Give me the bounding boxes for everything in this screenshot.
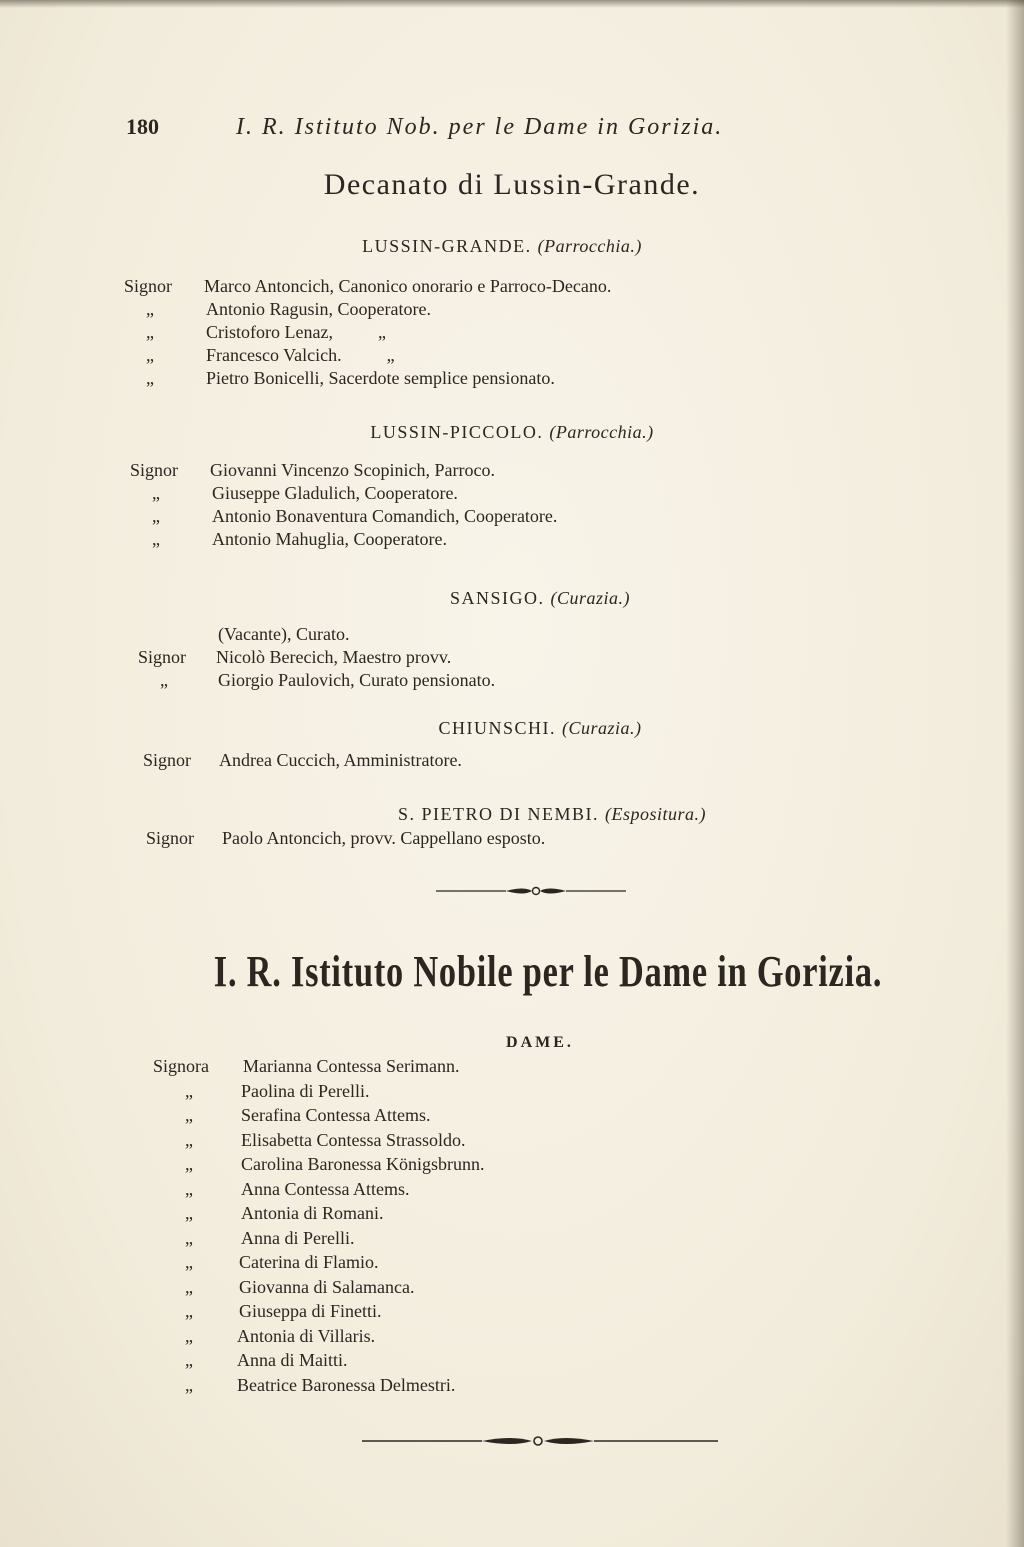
list-item <box>153 1326 873 1351</box>
entry-prefix: „ <box>160 670 168 690</box>
list-item <box>146 828 866 851</box>
list-item <box>124 299 844 322</box>
parish-entries <box>138 624 858 693</box>
page-top-shadow <box>0 0 1024 8</box>
entry-text: Carolina Baronessa Königsbrunn. <box>241 1154 485 1174</box>
entry-prefix: „ <box>152 483 160 503</box>
running-title: I. R. Istituto Nob. per le Dame in Gorizia. <box>236 114 724 140</box>
parish-heading <box>28 718 1024 739</box>
list-item <box>153 1228 873 1253</box>
entry-prefix: „ <box>185 1276 193 1297</box>
entry-prefix: „ <box>146 345 154 365</box>
list-item <box>130 529 850 552</box>
entry-prefix: Signor <box>130 460 179 480</box>
entry-text: Giuseppa di Finetti. <box>239 1301 382 1321</box>
entry-prefix: „ <box>185 1129 193 1150</box>
parish-type: (Parrocchia.) <box>549 422 654 442</box>
parish-entries <box>124 276 844 391</box>
entry-text: (Vacante), Curato. <box>218 624 350 644</box>
entry-text: Giovanna di Salamanca. <box>239 1276 415 1297</box>
entry-text: Beatrice Baronessa Delmestri. <box>237 1374 456 1395</box>
entry-text: Francesco Valcich. „ <box>206 345 395 365</box>
entry-prefix: „ <box>185 1252 193 1272</box>
entry-text: Giorgio Paulovich, Curato pensionato. <box>218 670 496 690</box>
entry-prefix: „ <box>146 322 154 342</box>
entry-prefix: Signor <box>143 750 192 770</box>
list-item <box>130 483 850 506</box>
list-item <box>153 1375 873 1400</box>
entry-text: Anna di Maitti. <box>237 1350 348 1370</box>
entry-prefix: Signor <box>138 647 187 667</box>
parish-type: (Parrocchia.) <box>537 236 642 256</box>
parish-entries <box>146 828 866 851</box>
list-item <box>153 1130 873 1155</box>
running-head <box>126 114 846 144</box>
list-item <box>153 1081 873 1106</box>
list-item <box>153 1203 873 1228</box>
list-item <box>153 1154 873 1179</box>
entry-text: Anna Contessa Attems. <box>241 1178 410 1199</box>
entry-text: Nicolò Berecich, Maestro provv. <box>216 647 452 667</box>
entry-prefix: „ <box>185 1325 193 1346</box>
entry-text: Cristoforo Lenaz, „ <box>206 322 386 342</box>
entry-text: Antonio Bonaventura Comandich, Cooperatore. <box>212 506 558 526</box>
list-item <box>138 670 858 693</box>
list-item <box>130 460 850 483</box>
entry-text: Antonia di Romani. <box>241 1203 384 1223</box>
parish-heading <box>40 804 1024 825</box>
list-item <box>138 624 858 647</box>
list-item <box>124 276 844 299</box>
list-item <box>153 1252 873 1277</box>
entry-text: Antonio Mahuglia, Cooperatore. <box>212 529 447 549</box>
entry-prefix: „ <box>185 1301 193 1321</box>
entry-prefix: „ <box>146 368 154 388</box>
dame-heading: DAME. <box>506 1034 574 1051</box>
ornament-divider <box>436 884 626 898</box>
entry-text: Serafina Contessa Attems. <box>241 1105 431 1125</box>
entry-text: Andrea Cuccich, Amministratore. <box>219 750 462 770</box>
parish-type: (Curazia.) <box>550 588 631 608</box>
entry-prefix: „ <box>185 1080 193 1101</box>
entry-text: Giovanni Vincenzo Scopinich, Parroco. <box>210 460 496 480</box>
parish-heading <box>0 422 1024 443</box>
entry-text: Giuseppe Gladulich, Cooperatore. <box>212 483 458 503</box>
entry-prefix: Signora <box>153 1056 209 1076</box>
entry-prefix: „ <box>146 299 154 319</box>
dame-list <box>153 1056 873 1399</box>
entry-text: Antonia di Villaris. <box>237 1325 376 1346</box>
list-item <box>130 506 850 529</box>
list-item <box>153 1301 873 1326</box>
parish-name: S. PIETRO DI NEMBI. <box>397 804 599 824</box>
entry-text: Pietro Bonicelli, Sacerdote semplice pensionato. <box>206 368 555 388</box>
entry-prefix: „ <box>185 1178 193 1199</box>
entry-text: Elisabetta Contessa Strassoldo. <box>241 1129 466 1150</box>
page-right-shadow <box>1006 0 1024 1547</box>
entry-text: Caterina di Flamio. <box>239 1252 379 1272</box>
parish-entries <box>143 750 863 773</box>
entry-prefix: „ <box>185 1154 193 1174</box>
parish-name: LUSSIN-GRANDE. <box>362 236 532 256</box>
entry-prefix: „ <box>185 1203 193 1223</box>
parish-entries <box>130 460 850 552</box>
entry-prefix: „ <box>185 1374 193 1395</box>
parish-heading <box>28 588 1024 609</box>
list-item <box>138 647 858 670</box>
list-item <box>153 1056 873 1081</box>
list-item <box>143 750 863 773</box>
parish-name: CHIUNSCHI. <box>438 718 556 738</box>
parish-heading <box>0 236 1014 257</box>
parish-name: LUSSIN-PICCOLO. <box>370 422 544 442</box>
list-item <box>153 1277 873 1302</box>
decanato-title: Decanato di Lussin-Grande. <box>323 168 701 201</box>
list-item <box>124 368 844 391</box>
entry-prefix: „ <box>152 529 160 549</box>
entry-text: Anna di Perelli. <box>241 1227 355 1248</box>
parish-type: (Curazia.) <box>562 718 642 738</box>
entry-prefix: Signor <box>146 828 195 848</box>
entry-prefix: „ <box>185 1105 193 1125</box>
entry-text: Antonio Ragusin, Cooperatore. <box>206 299 431 319</box>
entry-prefix: „ <box>185 1350 193 1370</box>
entry-prefix: „ <box>152 506 160 526</box>
entry-text: Marianna Contessa Serimann. <box>243 1056 460 1076</box>
entry-prefix: Signor <box>124 276 173 296</box>
list-item <box>153 1105 873 1130</box>
list-item <box>153 1179 873 1204</box>
list-item <box>124 345 844 368</box>
istituto-title: I. R. Istituto Nobile per le Dame in Gorizia. <box>213 947 883 996</box>
entry-text: Paolina di Perelli. <box>241 1080 370 1101</box>
entry-text: Paolo Antoncich, provv. Cappellano esposto. <box>222 828 546 848</box>
parish-type: (Espositura.) <box>605 804 706 824</box>
entry-text: Marco Antoncich, Canonico onorario e Parroco-Decano. <box>204 276 612 296</box>
list-item <box>124 322 844 345</box>
page-number: 180 <box>126 114 159 139</box>
parish-name: SANSIGO. <box>449 588 545 608</box>
list-item <box>153 1350 873 1375</box>
ornament-divider <box>362 1434 718 1448</box>
entry-prefix: „ <box>185 1227 193 1248</box>
